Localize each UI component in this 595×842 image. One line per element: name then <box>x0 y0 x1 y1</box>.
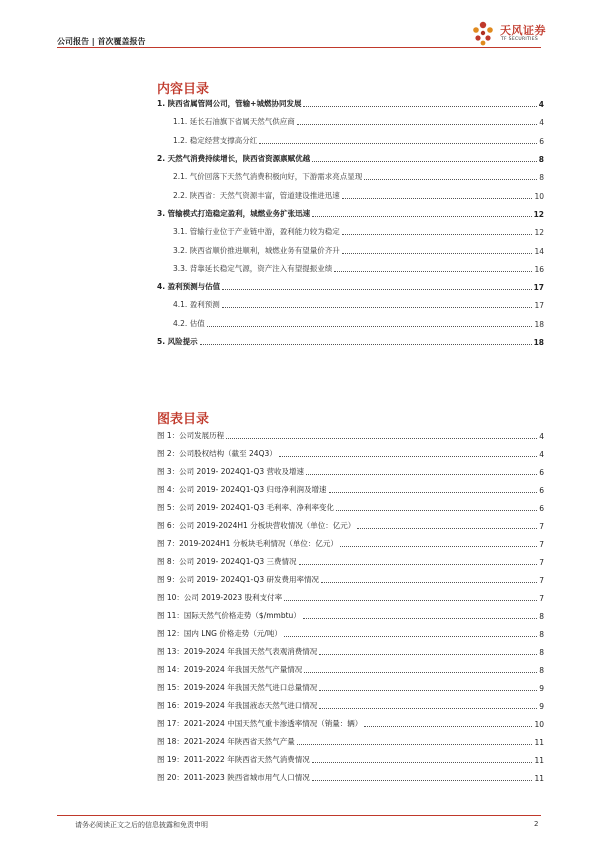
leader-dots <box>207 325 533 327</box>
leader-dots <box>336 509 537 511</box>
toc-entry-page: 4 <box>539 118 544 127</box>
toc-entry-text: 3.1. 管输行业位于产业链中游，盈利能力较为稳定 <box>173 227 340 236</box>
leader-dots <box>306 473 537 475</box>
leader-dots <box>222 306 533 308</box>
toc-entry-text: 3. 管输模式打造稳定盈利，城燃业务扩张迅速 <box>157 209 311 218</box>
figure-entry[interactable] <box>157 681 544 693</box>
figure-entry-text: 图 6：公司 2019-2024H1 分板块营收情况（单位：亿元） <box>157 521 356 530</box>
toc-entry[interactable] <box>157 244 544 256</box>
leader-dots <box>342 233 533 235</box>
figure-entry[interactable] <box>157 699 544 711</box>
leader-dots <box>342 197 533 199</box>
toc-entry-text: 1.2. 稳定经营支撑高分红 <box>173 136 258 145</box>
figure-entry-page: 11 <box>534 774 544 783</box>
contents-title: 内容目录 <box>157 82 210 97</box>
toc-entry-page: 14 <box>534 247 544 256</box>
figure-entry-text: 图 20：2011-2023 陕西省城市用气人口情况 <box>157 773 310 782</box>
leader-dots <box>319 707 537 709</box>
toc-entry-text: 2. 天然气消费持续增长，陕西省资源禀赋优越 <box>157 154 311 163</box>
figure-entry-page: 7 <box>539 576 544 585</box>
leader-dots <box>303 617 537 619</box>
toc-entry-page: 4 <box>538 100 544 109</box>
figure-entry[interactable] <box>157 753 544 765</box>
toc-entry-page: 12 <box>533 210 544 219</box>
figure-entry-text: 图 4：公司 2019- 2024Q1-Q3 归母净利润及增速 <box>157 485 327 494</box>
footer-disclaimer: 请务必阅读正文之后的信息披露和免责申明 <box>75 821 208 829</box>
toc-entry[interactable] <box>157 225 544 237</box>
figure-entry-page: 8 <box>539 648 544 657</box>
toc-entry-page: 18 <box>533 338 544 347</box>
figure-entry[interactable] <box>157 573 544 585</box>
toc-entry[interactable] <box>157 134 544 146</box>
figure-entry-page: 8 <box>539 666 544 675</box>
leader-dots <box>321 581 537 583</box>
figure-entry-page: 6 <box>539 468 544 477</box>
toc-entry[interactable] <box>157 280 544 292</box>
leader-dots <box>312 779 533 781</box>
figure-entry[interactable] <box>157 771 544 783</box>
figure-entry-page: 7 <box>539 522 544 531</box>
leader-dots <box>334 270 532 272</box>
figure-entry-text: 图 19：2011-2022 年陕西省天然气消费情况 <box>157 755 310 764</box>
toc-entry-text: 2.2. 陕西省：天然气资源丰富，管道建设推进迅速 <box>173 191 340 200</box>
company-logo <box>470 20 560 48</box>
figure-entry[interactable] <box>157 735 544 747</box>
report-type-label: 公司报告 | 首次覆盖报告 <box>57 37 146 46</box>
toc-entry-text: 2.1. 气价回落下天然气消费积极向好，下游需求亮点显现 <box>173 172 363 181</box>
leader-dots <box>297 123 538 125</box>
toc-entry-text: 1.1. 延长石油旗下省属天然气供应商 <box>173 117 295 126</box>
figure-entry-text: 图 16：2019-2024 年我国液态天然气进口情况 <box>157 701 318 710</box>
header-divider <box>57 47 541 48</box>
toc-entry-page: 12 <box>534 228 544 237</box>
leader-dots <box>304 671 537 673</box>
figure-entry[interactable] <box>157 429 544 441</box>
leader-dots <box>222 288 531 290</box>
toc-entry[interactable] <box>157 335 544 347</box>
logo-text-en: TF SECURITIES <box>501 37 539 42</box>
page-number: 2 <box>534 820 539 828</box>
figure-entry-text: 图 9：公司 2019- 2024Q1-Q3 研发费用率情况 <box>157 575 320 584</box>
figure-entry-page: 8 <box>539 630 544 639</box>
figure-entry[interactable] <box>157 537 544 549</box>
toc-entry-text: 4.1. 盈利预测 <box>173 300 220 309</box>
toc-entry-text: 5. 风险提示 <box>157 337 198 346</box>
figure-entry-text: 图 18：2021-2024 年陕西省天然气产量 <box>157 737 295 746</box>
leader-dots <box>364 725 532 727</box>
figure-entry-page: 7 <box>539 594 544 603</box>
figure-entry[interactable] <box>157 447 544 459</box>
leader-dots <box>319 653 537 655</box>
figure-entry[interactable] <box>157 501 544 513</box>
leader-dots <box>279 455 537 457</box>
leader-dots <box>297 743 533 745</box>
figure-entry-page: 9 <box>539 702 544 711</box>
toc-entry-page: 6 <box>539 137 544 146</box>
figure-entry-page: 4 <box>539 450 544 459</box>
figure-entry-page: 6 <box>539 486 544 495</box>
figure-entry[interactable] <box>157 663 544 675</box>
figure-entry-page: 11 <box>534 756 544 765</box>
toc-entry[interactable] <box>157 152 544 164</box>
leader-dots <box>299 563 538 565</box>
figure-entry-page: 4 <box>539 432 544 441</box>
toc-entry-text: 3.3. 背靠延长稳定气源，资产注入有望提振业绩 <box>173 264 333 273</box>
figure-entry-text: 图 11：国际天然气价格走势（$/mmbtu） <box>157 611 301 620</box>
leader-dots <box>303 105 536 107</box>
figure-entry-text: 图 3：公司 2019- 2024Q1-Q3 营收及增速 <box>157 467 305 476</box>
figure-entry[interactable] <box>157 645 544 657</box>
figure-entry-text: 图 13：2019-2024 年我国天然气表观消费情况 <box>157 647 318 656</box>
figure-entry[interactable] <box>157 519 544 531</box>
figure-entry[interactable] <box>157 465 544 477</box>
toc-entry-page: 17 <box>533 283 544 292</box>
toc-entry[interactable] <box>157 97 544 109</box>
toc-entry[interactable] <box>157 207 544 219</box>
toc-entry[interactable] <box>157 298 544 310</box>
leader-dots <box>284 599 537 601</box>
toc-entry-page: 8 <box>538 155 544 164</box>
figure-entry-page: 10 <box>534 720 544 729</box>
logo-text-cn: 天风证券 <box>500 24 546 37</box>
figure-entry[interactable] <box>157 717 544 729</box>
footer-divider <box>57 815 541 816</box>
toc-entry[interactable] <box>157 115 544 127</box>
figure-entry-text: 图 2：公司股权结构（截至 24Q3） <box>157 449 277 458</box>
figure-entry-text: 图 12：国内 LNG 价格走势（元/吨） <box>157 629 282 638</box>
figure-entry-page: 8 <box>539 612 544 621</box>
figure-entry[interactable] <box>157 483 544 495</box>
toc-entry-text: 1. 陕西省属管网公司，管输+城燃协同发展 <box>157 99 302 108</box>
figures-title: 图表目录 <box>157 412 210 427</box>
leader-dots <box>284 635 537 637</box>
figure-entry-page: 11 <box>534 738 544 747</box>
figure-entry-page: 9 <box>539 684 544 693</box>
toc-entry-page: 16 <box>534 265 544 274</box>
figure-entry-text: 图 14：2019-2024 年我国天然气产量情况 <box>157 665 303 674</box>
leader-dots <box>312 160 537 162</box>
figure-entry[interactable] <box>157 555 544 567</box>
figure-entry-text: 图 15：2019-2024 年我国天然气进口总量情况 <box>157 683 318 692</box>
toc-entry-text: 4. 盈利预测与估值 <box>157 282 221 291</box>
leader-dots <box>342 252 533 254</box>
figure-entry-page: 6 <box>539 504 544 513</box>
leader-dots <box>226 437 537 439</box>
toc-entry-text: 4.2. 估值 <box>173 319 205 328</box>
leader-dots <box>329 491 538 493</box>
leader-dots <box>340 545 537 547</box>
figure-entry-text: 图 8：公司 2019- 2024Q1-Q3 三费情况 <box>157 557 297 566</box>
leader-dots <box>259 142 537 144</box>
toc-entry[interactable] <box>157 317 544 329</box>
figure-entry-text: 图 17：2021-2024 中国天然气重卡渗透率情况（销量：辆） <box>157 719 363 728</box>
figure-entry-text: 图 10：公司 2019-2023 股利支付率 <box>157 593 283 602</box>
figure-entry[interactable] <box>157 627 544 639</box>
leader-dots <box>357 527 537 529</box>
leader-dots <box>312 215 531 217</box>
figure-entry-page: 7 <box>539 558 544 567</box>
toc-entry-page: 8 <box>539 173 544 182</box>
leader-dots <box>312 761 533 763</box>
toc-entry-page: 10 <box>534 192 544 201</box>
leader-dots <box>200 343 532 345</box>
toc-entry[interactable] <box>157 170 544 182</box>
figure-entry[interactable] <box>157 609 544 621</box>
figure-entry[interactable] <box>157 591 544 603</box>
toc-entry-page: 18 <box>534 320 544 329</box>
leader-dots <box>364 178 537 180</box>
figure-entry-text: 图 7：2019-2024H1 分板块毛利情况（单位：亿元） <box>157 539 338 548</box>
toc-entry-text: 3.2. 陕西省顺价推进顺利，城燃业务有望量价齐升 <box>173 246 340 255</box>
logo-icon <box>470 20 496 48</box>
figure-entry-page: 7 <box>539 540 544 549</box>
figure-entry-text: 图 1：公司发展历程 <box>157 431 225 440</box>
toc-entry-page: 17 <box>534 301 544 310</box>
toc-entry[interactable] <box>157 189 544 201</box>
figure-entry-text: 图 5：公司 2019- 2024Q1-Q3 毛利率、净利率变化 <box>157 503 335 512</box>
leader-dots <box>319 689 537 691</box>
toc-entry[interactable] <box>157 262 544 274</box>
